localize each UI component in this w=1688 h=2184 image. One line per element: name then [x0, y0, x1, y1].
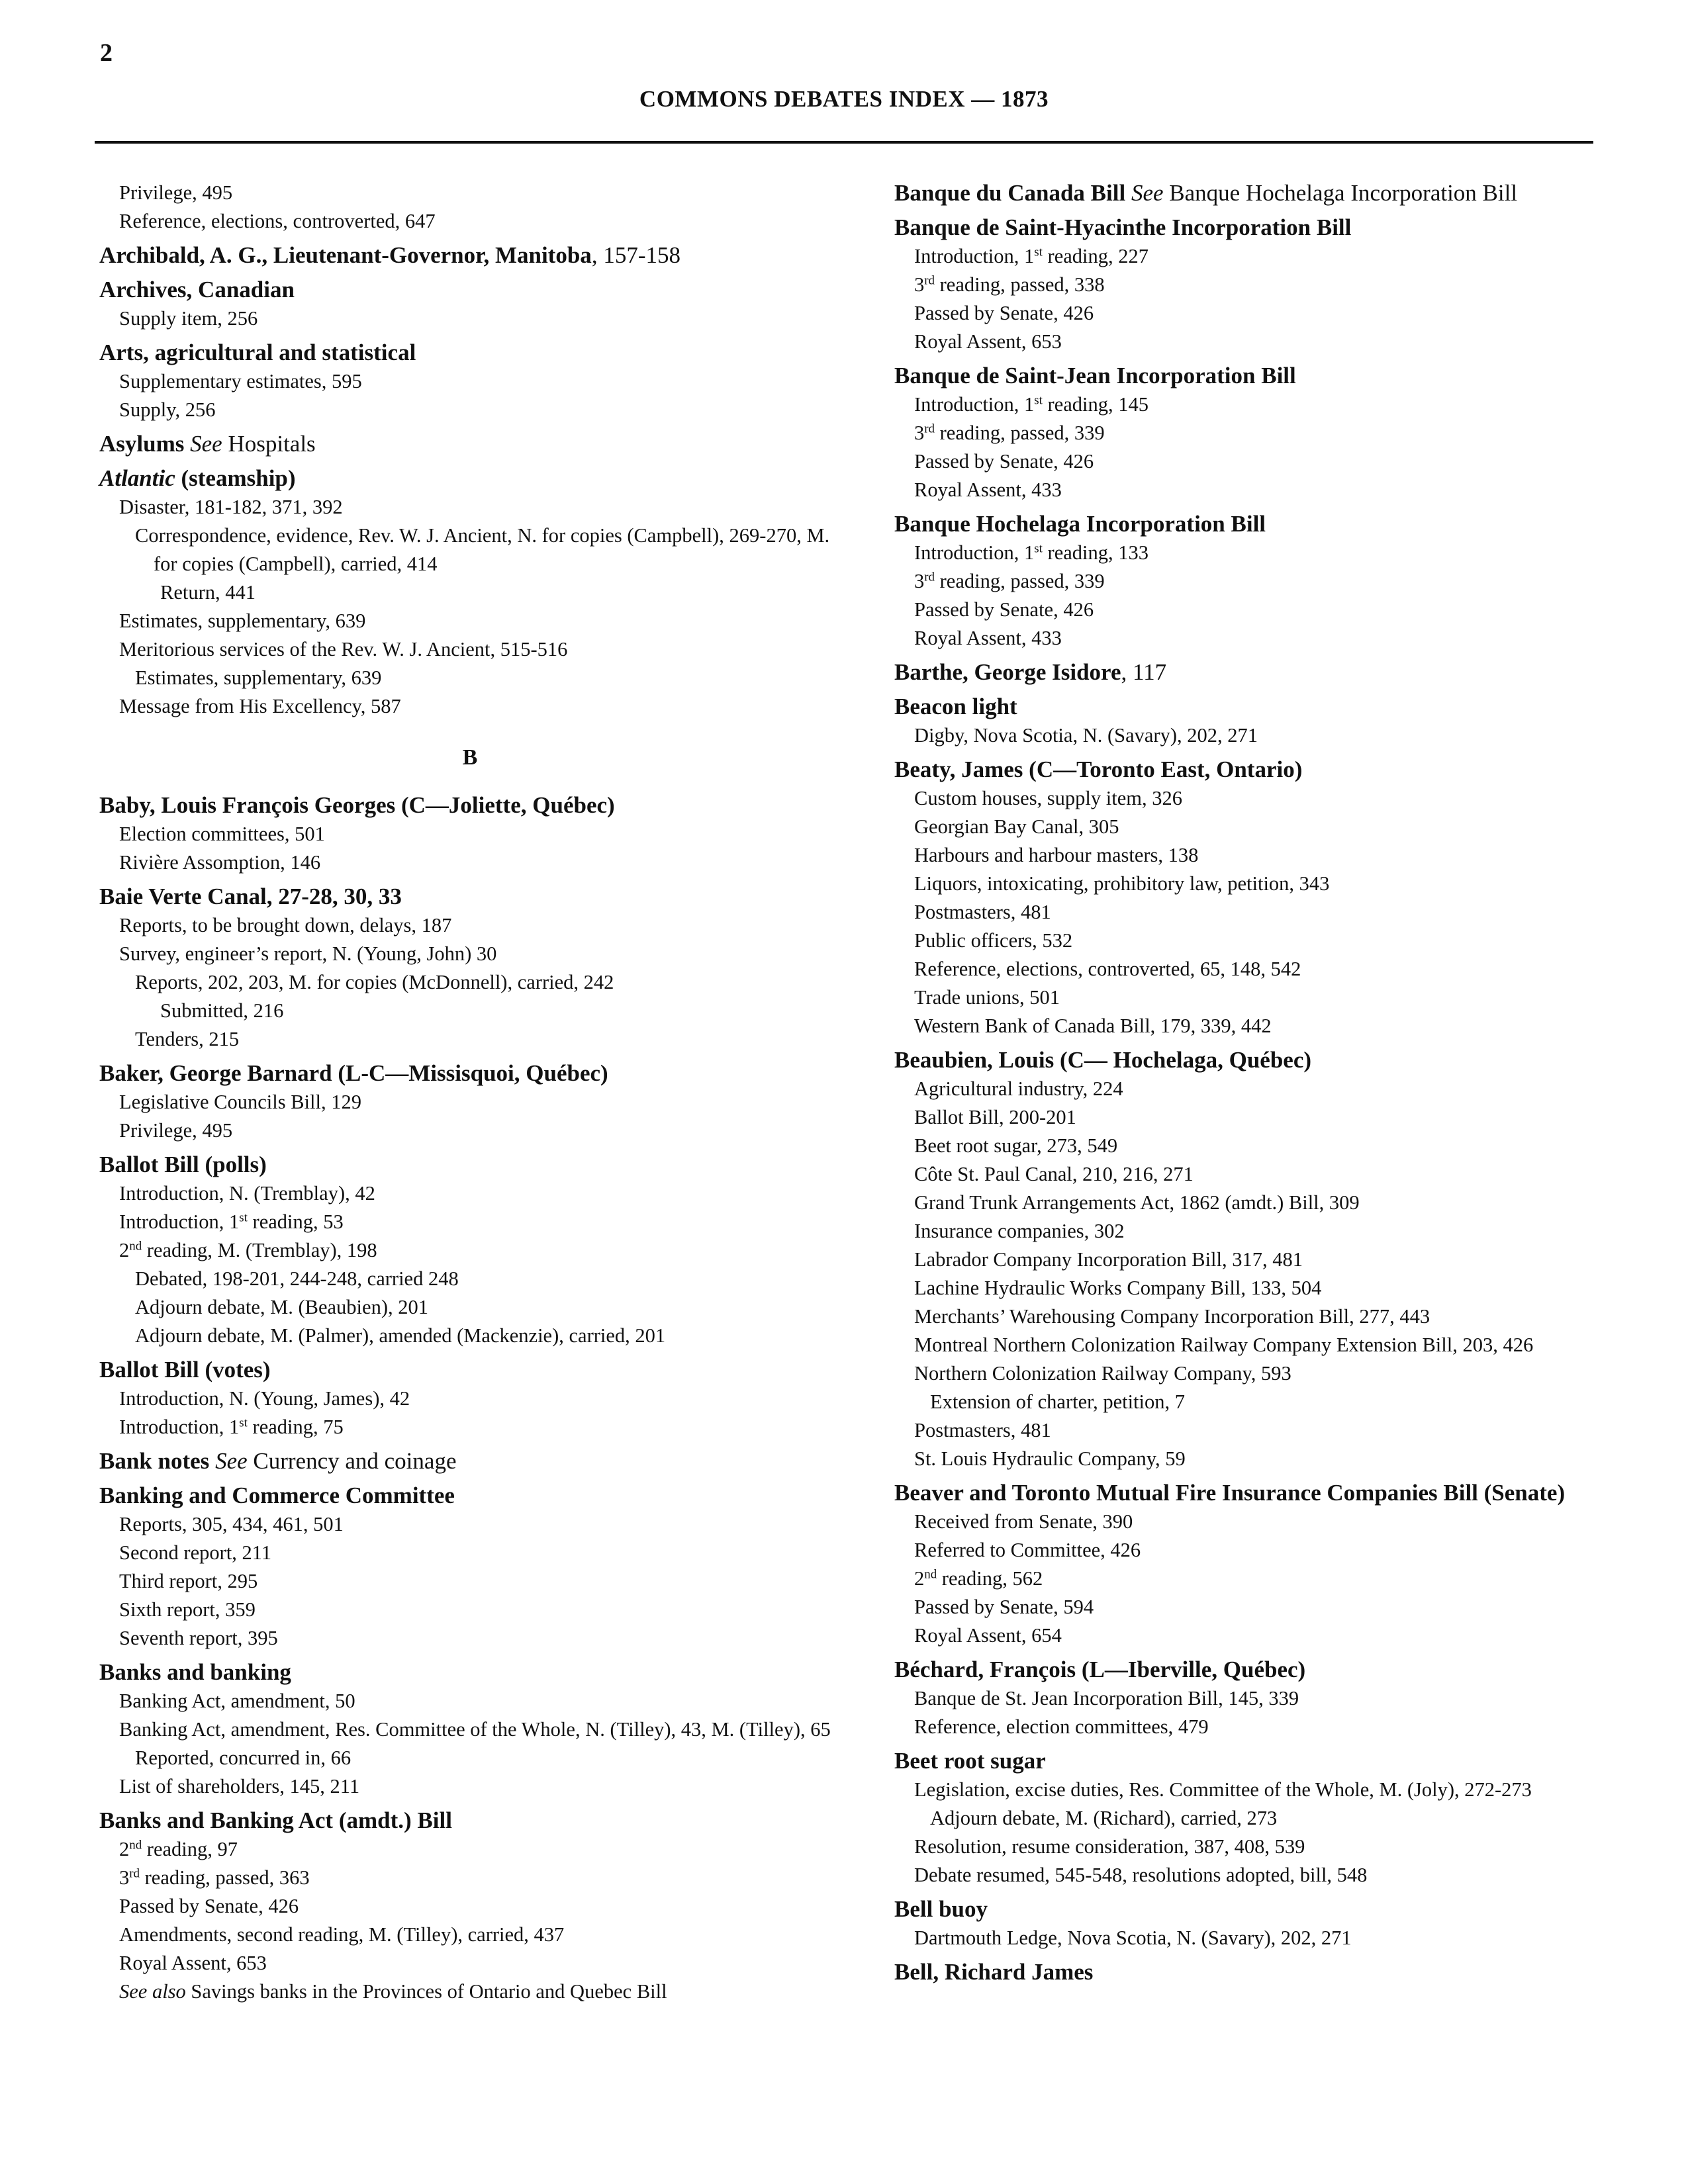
index-subentry	[99, 692, 841, 721]
ordinal-suffix: rd	[129, 1866, 140, 1881]
index-subentry	[894, 390, 1603, 419]
index-subentry	[99, 1322, 841, 1350]
subentry-text: Introduction, 1	[914, 245, 1035, 267]
subentry-text: Introduction, 1	[119, 1210, 240, 1233]
subentry-text: Adjourn debate, M. (Beaubien), 201	[135, 1296, 428, 1318]
subentry-text: 3	[914, 273, 925, 296]
ordinal-suffix: st	[239, 1210, 248, 1225]
index-subentry	[894, 271, 1603, 299]
subentry-text: 3	[119, 1866, 130, 1889]
index-subentry	[894, 1302, 1603, 1331]
heading-text: Béchard, François (L—Iberville, Québec)	[894, 1657, 1306, 1682]
see-reference: See	[209, 1448, 248, 1474]
subentry-text: Reports, 202, 203, M. for copies (McDonnell), carried, 242	[135, 971, 614, 993]
subentry-text: Introduction, N. (Tremblay), 42	[119, 1182, 375, 1205]
subentry-text: Northern Colonization Railway Company, 593	[914, 1362, 1291, 1385]
subentry-text: Passed by Senate, 426	[914, 302, 1094, 324]
page-title: COMMONS DEBATES INDEX — 1873	[639, 86, 1049, 112]
subentry-text: Third report, 295	[119, 1570, 258, 1592]
index-subentry	[99, 1772, 841, 1801]
index-heading	[894, 1655, 1603, 1684]
subentry-text: Public officers, 532	[914, 929, 1073, 952]
heading-italic-text: Atlantic	[99, 465, 175, 491]
index-subentry	[894, 476, 1603, 504]
index-subentry	[894, 955, 1603, 983]
index-heading	[894, 1895, 1603, 1924]
index-subentry	[99, 1510, 841, 1539]
index-subentry	[894, 1684, 1603, 1713]
index-subentry	[99, 607, 841, 635]
index-subentry	[99, 207, 841, 236]
subentry-text: Return, 441	[160, 581, 256, 604]
index-subentry	[894, 1160, 1603, 1189]
index-subentry	[99, 997, 841, 1025]
subentry-text: Supplementary estimates, 595	[119, 370, 362, 392]
index-subentry	[894, 841, 1603, 870]
heading-pages: , 117	[1121, 659, 1167, 685]
heading-text: (steamship)	[175, 465, 296, 491]
index-subentry	[99, 522, 841, 578]
index-heading	[99, 1150, 841, 1179]
index-heading	[99, 1447, 841, 1476]
heading-text: Banque du Canada Bill	[894, 180, 1126, 206]
subentry-text: Introduction, 1	[914, 541, 1035, 564]
subentry-text: Amendments, second reading, M. (Tilley), carried, 437	[119, 1923, 565, 1946]
heading-text: Asylums	[99, 431, 185, 457]
index-subentry	[894, 624, 1603, 653]
subentry-text: Liquors, intoxicating, prohibitory law, petition, 343	[914, 872, 1330, 895]
subentry-text: 3	[914, 422, 925, 444]
index-heading	[99, 882, 841, 911]
subentry-text: Supply, 256	[119, 398, 216, 421]
subentry-text: St. Louis Hydraulic Company, 59	[914, 1447, 1186, 1470]
index-heading	[99, 275, 841, 304]
subentry-text: Rivière Assomption, 146	[119, 851, 321, 874]
heading-text: Baker, George Barnard (L-C—Missisquoi, Québec)	[99, 1060, 608, 1086]
subentry-text: Introduction, N. (Young, James), 42	[119, 1387, 410, 1410]
subentry-text: Privilege, 495	[119, 1119, 233, 1142]
subentry-text: Dartmouth Ledge, Nova Scotia, N. (Savary), 202, 271	[914, 1927, 1352, 1949]
subentry-text-cont: reading, M. (Tremblay), 198	[142, 1239, 377, 1261]
subentry-text: Passed by Senate, 426	[914, 450, 1094, 473]
index-subentry	[894, 1416, 1603, 1445]
heading-text: Ballot Bill (votes)	[99, 1357, 271, 1383]
index-subentry	[894, 447, 1603, 476]
ordinal-suffix: nd	[924, 1567, 937, 1582]
index-subentry	[99, 1539, 841, 1567]
index-column-left	[99, 179, 841, 2006]
subentry-text: Agricultural industry, 224	[914, 1077, 1123, 1100]
index-heading	[894, 1479, 1603, 1508]
heading-text: Banks and Banking Act (amdt.) Bill	[99, 1807, 452, 1833]
subentry-text: Banque de St. Jean Incorporation Bill, 145, 339	[914, 1687, 1299, 1709]
subentry-text-cont: reading, 53	[247, 1210, 344, 1233]
index-heading	[894, 755, 1603, 784]
heading-pages: Banque Hochelaga Incorporation Bill	[1163, 180, 1518, 206]
subentry-text: Banking Act, amendment, Res. Committee of the Whole, N. (Tilley), 43, M. (Tilley), 65	[119, 1718, 831, 1741]
index-subentry	[894, 1445, 1603, 1473]
index-subentry	[99, 1864, 841, 1892]
index-subentry	[894, 1132, 1603, 1160]
index-heading	[99, 338, 841, 367]
index-subentry	[99, 1293, 841, 1322]
subentry-text: Message from His Excellency, 587	[119, 695, 401, 717]
heading-text: Beaubien, Louis (C— Hochelaga, Québec)	[894, 1047, 1312, 1073]
index-subentry	[894, 1861, 1603, 1889]
heading-text: Baie Verte Canal, 27-28, 30, 33	[99, 884, 402, 909]
subentry-text: Supply item, 256	[119, 307, 258, 330]
heading-text: Banque Hochelaga Incorporation Bill	[894, 511, 1266, 537]
index-subentry	[99, 1413, 841, 1441]
heading-text: Bank notes	[99, 1448, 210, 1474]
index-subentry	[99, 1715, 841, 1744]
heading-pages: Currency and coinage	[247, 1448, 457, 1474]
index-subentry	[894, 1388, 1603, 1416]
subentry-text: Sixth report, 359	[119, 1598, 256, 1621]
index-subentry	[894, 1713, 1603, 1741]
index-subentry	[99, 635, 841, 664]
subentry-text: Harbours and harbour masters, 138	[914, 844, 1199, 866]
subentry-text: Passed by Senate, 426	[914, 598, 1094, 621]
subentry-text: Correspondence, evidence, Rev. W. J. Ancient, N. for copies (Campbell), 269-270, M. for copies (Campbell), carried, 414	[135, 524, 830, 575]
index-heading	[894, 361, 1603, 390]
subentry-text: Postmasters, 481	[914, 901, 1051, 923]
subentry-text: Submitted, 216	[160, 999, 284, 1022]
index-subentry	[99, 1116, 841, 1145]
index-subentry	[99, 820, 841, 848]
subentry-text-cont: reading, 75	[247, 1416, 344, 1438]
index-subentry	[99, 1179, 841, 1208]
index-heading	[894, 692, 1603, 721]
index-subentry	[99, 1567, 841, 1596]
index-subentry	[99, 493, 841, 522]
index-heading	[99, 791, 841, 820]
page-number: 2	[100, 39, 113, 67]
index-subentry	[894, 1804, 1603, 1833]
index-subentry	[894, 328, 1603, 356]
subentry-text: List of shareholders, 145, 211	[119, 1775, 360, 1797]
subentry-text: Banking Act, amendment, 50	[119, 1690, 355, 1712]
index-subentry	[99, 1236, 841, 1265]
subentry-text: 2	[914, 1567, 925, 1590]
ordinal-suffix: rd	[924, 570, 935, 584]
index-subentry	[894, 1621, 1603, 1650]
index-subentry	[894, 927, 1603, 955]
subentry-text: Referred to Committee, 426	[914, 1539, 1141, 1561]
index-subentry	[99, 304, 841, 333]
subentry-text: Georgian Bay Canal, 305	[914, 815, 1119, 838]
index-subentry	[894, 1012, 1603, 1040]
index-subentry	[99, 1744, 841, 1772]
subentry-text: 3	[914, 570, 925, 592]
heading-text: Arts, agricultural and statistical	[99, 340, 416, 365]
index-subentry	[894, 1274, 1603, 1302]
index-heading	[99, 1059, 841, 1088]
subentry-text-cont: reading, passed, 363	[140, 1866, 310, 1889]
subentry-text: Lachine Hydraulic Works Company Bill, 133, 504	[914, 1277, 1322, 1299]
subentry-text-cont: reading, 133	[1042, 541, 1149, 564]
heading-text: Archives, Canadian	[99, 277, 295, 302]
subentry-text-cont: reading, passed, 338	[935, 273, 1105, 296]
index-subentry	[894, 1776, 1603, 1804]
heading-text: Banque de Saint-Jean Incorporation Bill	[894, 363, 1296, 388]
subentry-text: Insurance companies, 302	[914, 1220, 1125, 1242]
subentry-text: Digby, Nova Scotia, N. (Savary), 202, 271	[914, 724, 1258, 747]
subentry-text: Second report, 211	[119, 1541, 272, 1564]
ordinal-suffix: rd	[924, 422, 935, 436]
index-subentry	[894, 539, 1603, 567]
subentry-text: Introduction, 1	[914, 393, 1035, 416]
index-subentry	[894, 242, 1603, 271]
heading-text: Bell, Richard James	[894, 1959, 1094, 1985]
index-subentry	[99, 968, 841, 997]
index-subentry	[894, 784, 1603, 813]
subentry-text: Côte St. Paul Canal, 210, 216, 271	[914, 1163, 1194, 1185]
subentry-text: Trade unions, 501	[914, 986, 1060, 1009]
subentry-text-cont: reading, 562	[937, 1567, 1043, 1590]
subentry-text: Adjourn debate, M. (Palmer), amended (Mackenzie), carried, 201	[135, 1324, 666, 1347]
subentry-text: Introduction, 1	[119, 1416, 240, 1438]
index-subentry	[894, 1246, 1603, 1274]
heading-text: Baby, Louis François Georges (C—Joliette, Québec)	[99, 792, 615, 818]
index-heading	[99, 1481, 841, 1510]
index-heading	[894, 1958, 1603, 1987]
section-letter: B	[462, 745, 478, 770]
index-subentry	[99, 664, 841, 692]
subentry-text: Disaster, 181-182, 371, 392	[119, 496, 343, 518]
index-subentry	[894, 1359, 1603, 1388]
subentry-text: Postmasters, 481	[914, 1419, 1051, 1441]
index-subentry	[894, 813, 1603, 841]
subentry-text: Reports, to be brought down, delays, 187	[119, 914, 452, 936]
index-subentry	[99, 396, 841, 424]
index-subentry	[99, 1949, 841, 1978]
subentry-text: Election committees, 501	[119, 823, 325, 845]
heading-text: Archibald, A. G., Lieutenant-Governor, Manitoba	[99, 242, 592, 268]
subentry-text: Debated, 198-201, 244-248, carried 248	[135, 1267, 459, 1290]
subentry-text: Royal Assent, 433	[914, 627, 1062, 649]
heading-text: Ballot Bill (polls)	[99, 1152, 267, 1177]
subentry-text: Montreal Northern Colonization Railway Company Extension Bill, 203, 426	[914, 1334, 1534, 1356]
index-heading	[99, 241, 841, 270]
index-subentry	[894, 870, 1603, 898]
see-reference: See	[1125, 180, 1164, 206]
index-subentry	[99, 848, 841, 877]
subentry-text-cont: reading, passed, 339	[935, 570, 1105, 592]
index-subentry	[99, 1687, 841, 1715]
index-subentry	[99, 1624, 841, 1653]
index-heading	[99, 464, 841, 493]
index-heading	[894, 1046, 1603, 1075]
heading-text: Beet root sugar	[894, 1748, 1046, 1774]
subentry-text: Legislative Councils Bill, 129	[119, 1091, 361, 1113]
subentry-text: Estimates, supplementary, 639	[135, 666, 382, 689]
subentry-text: Savings banks in the Provinces of Ontario and Quebec Bill	[185, 1980, 667, 2003]
index-subentry	[99, 179, 841, 207]
subentry-text: Labrador Company Incorporation Bill, 317, 481	[914, 1248, 1303, 1271]
ordinal-suffix: st	[1034, 393, 1043, 408]
heading-text: Banque de Saint-Hyacinthe Incorporation Bill	[894, 214, 1352, 240]
subentry-text: Survey, engineer’s report, N. (Young, John) 30	[119, 942, 497, 965]
index-heading	[894, 1747, 1603, 1776]
subentry-text: Debate resumed, 545-548, resolutions adopted, bill, 548	[914, 1864, 1368, 1886]
index-subentry	[894, 1217, 1603, 1246]
subentry-text: Western Bank of Canada Bill, 179, 339, 442	[914, 1015, 1272, 1037]
subentry-text: Royal Assent, 654	[914, 1624, 1062, 1647]
subentry-text: Reported, concurred in, 66	[135, 1747, 352, 1769]
subentry-text-cont: reading, passed, 339	[935, 422, 1105, 444]
subentry-text: Seventh report, 395	[119, 1627, 278, 1649]
heading-text: Bell buoy	[894, 1896, 988, 1922]
heading-pages: , 157-158	[591, 242, 680, 268]
subentry-text: Privilege, 495	[119, 181, 233, 204]
subentry-text: Beet root sugar, 273, 549	[914, 1134, 1118, 1157]
subentry-text: Reports, 305, 434, 461, 501	[119, 1513, 344, 1535]
subentry-text: Reference, election committees, 479	[914, 1715, 1209, 1738]
subentry-text: Grand Trunk Arrangements Act, 1862 (amdt.) Bill, 309	[914, 1191, 1360, 1214]
index-subentry	[894, 983, 1603, 1012]
index-subentry	[894, 721, 1603, 750]
ordinal-suffix: nd	[129, 1838, 142, 1852]
index-subentry	[99, 940, 841, 968]
index-subentry	[894, 1536, 1603, 1565]
subentry-text: Royal Assent, 433	[914, 478, 1062, 501]
index-subentry	[894, 1331, 1603, 1359]
index-heading	[99, 1658, 841, 1687]
header-rule	[95, 141, 1593, 144]
index-subentry	[894, 1593, 1603, 1621]
subentry-text: Received from Senate, 390	[914, 1510, 1133, 1533]
subentry-text: Royal Assent, 653	[914, 330, 1062, 353]
heading-text: Banks and banking	[99, 1659, 291, 1685]
index-heading	[99, 430, 841, 459]
ordinal-suffix: st	[1034, 245, 1043, 259]
index-subentry	[894, 1565, 1603, 1593]
index-subentry	[894, 1833, 1603, 1861]
subentry-text: Extension of charter, petition, 7	[930, 1390, 1186, 1413]
index-subentry	[99, 1835, 841, 1864]
index-subentry	[99, 1892, 841, 1921]
subentry-text: Passed by Senate, 594	[914, 1596, 1094, 1618]
subentry-text-cont: reading, 145	[1042, 393, 1149, 416]
index-subentry	[99, 1208, 841, 1236]
subentry-text: 2	[119, 1838, 130, 1860]
index-subentry	[99, 1921, 841, 1949]
subentry-text-cont: reading, 227	[1042, 245, 1149, 267]
index-subentry	[99, 578, 841, 607]
subentry-text: Tenders, 215	[135, 1028, 240, 1050]
see-reference: See	[184, 431, 222, 457]
heading-text: Beaty, James (C—Toronto East, Ontario)	[894, 756, 1303, 782]
index-subentry	[99, 1596, 841, 1624]
index-subentry	[894, 1103, 1603, 1132]
see-also-label: See also	[119, 1980, 186, 2003]
heading-text: Banking and Commerce Committee	[99, 1482, 455, 1508]
index-subentry	[894, 898, 1603, 927]
index-subentry	[894, 299, 1603, 328]
index-subentry	[894, 1924, 1603, 1952]
subentry-text: Merchants’ Warehousing Company Incorporation Bill, 277, 443	[914, 1305, 1430, 1328]
subentry-text-cont: reading, 97	[142, 1838, 238, 1860]
index-subentry	[99, 1265, 841, 1293]
index-heading	[894, 213, 1603, 242]
subentry-text: Estimates, supplementary, 639	[119, 610, 366, 632]
index-subentry	[99, 1385, 841, 1413]
ordinal-suffix: rd	[924, 273, 935, 288]
index-subentry	[99, 911, 841, 940]
heading-pages: Hospitals	[222, 431, 316, 457]
subentry-text: Legislation, excise duties, Res. Committee of the Whole, M. (Joly), 272-273	[914, 1778, 1532, 1801]
index-heading	[894, 179, 1603, 208]
ordinal-suffix: st	[1034, 541, 1043, 556]
subentry-text: Passed by Senate, 426	[119, 1895, 299, 1917]
subentry-text: Reference, elections, controverted, 65, 148, 542	[914, 958, 1301, 980]
subentry-text: Royal Assent, 653	[119, 1952, 267, 1974]
index-subentry	[894, 419, 1603, 447]
index-subentry	[894, 1508, 1603, 1536]
subentry-text: Meritorious services of the Rev. W. J. Ancient, 515-516	[119, 638, 568, 660]
index-subentry	[99, 1025, 841, 1054]
heading-text: Barthe, George Isidore	[894, 659, 1121, 685]
ordinal-suffix: st	[239, 1416, 248, 1430]
subentry-text: Ballot Bill, 200-201	[914, 1106, 1076, 1128]
subentry-text: Reference, elections, controverted, 647	[119, 210, 436, 232]
ordinal-suffix: nd	[129, 1239, 142, 1253]
index-subentry	[99, 1978, 841, 2006]
index-heading	[894, 658, 1603, 687]
index-subentry	[894, 596, 1603, 624]
index-subentry	[894, 1189, 1603, 1217]
index-heading	[99, 1806, 841, 1835]
index-subentry	[894, 567, 1603, 596]
index-heading	[99, 1355, 841, 1385]
subentry-text: Adjourn debate, M. (Richard), carried, 273	[930, 1807, 1278, 1829]
index-subentry	[894, 1075, 1603, 1103]
subentry-text: Resolution, resume consideration, 387, 408, 539	[914, 1835, 1305, 1858]
subentry-text: 2	[119, 1239, 130, 1261]
subentry-text: Custom houses, supply item, 326	[914, 787, 1182, 809]
heading-text: Beaver and Toronto Mutual Fire Insurance Companies Bill (Senate)	[894, 1480, 1566, 1506]
index-subentry	[99, 367, 841, 396]
index-subentry	[99, 1088, 841, 1116]
heading-text: Beacon light	[894, 694, 1017, 719]
index-heading	[894, 510, 1603, 539]
index-column-right	[894, 179, 1603, 1987]
